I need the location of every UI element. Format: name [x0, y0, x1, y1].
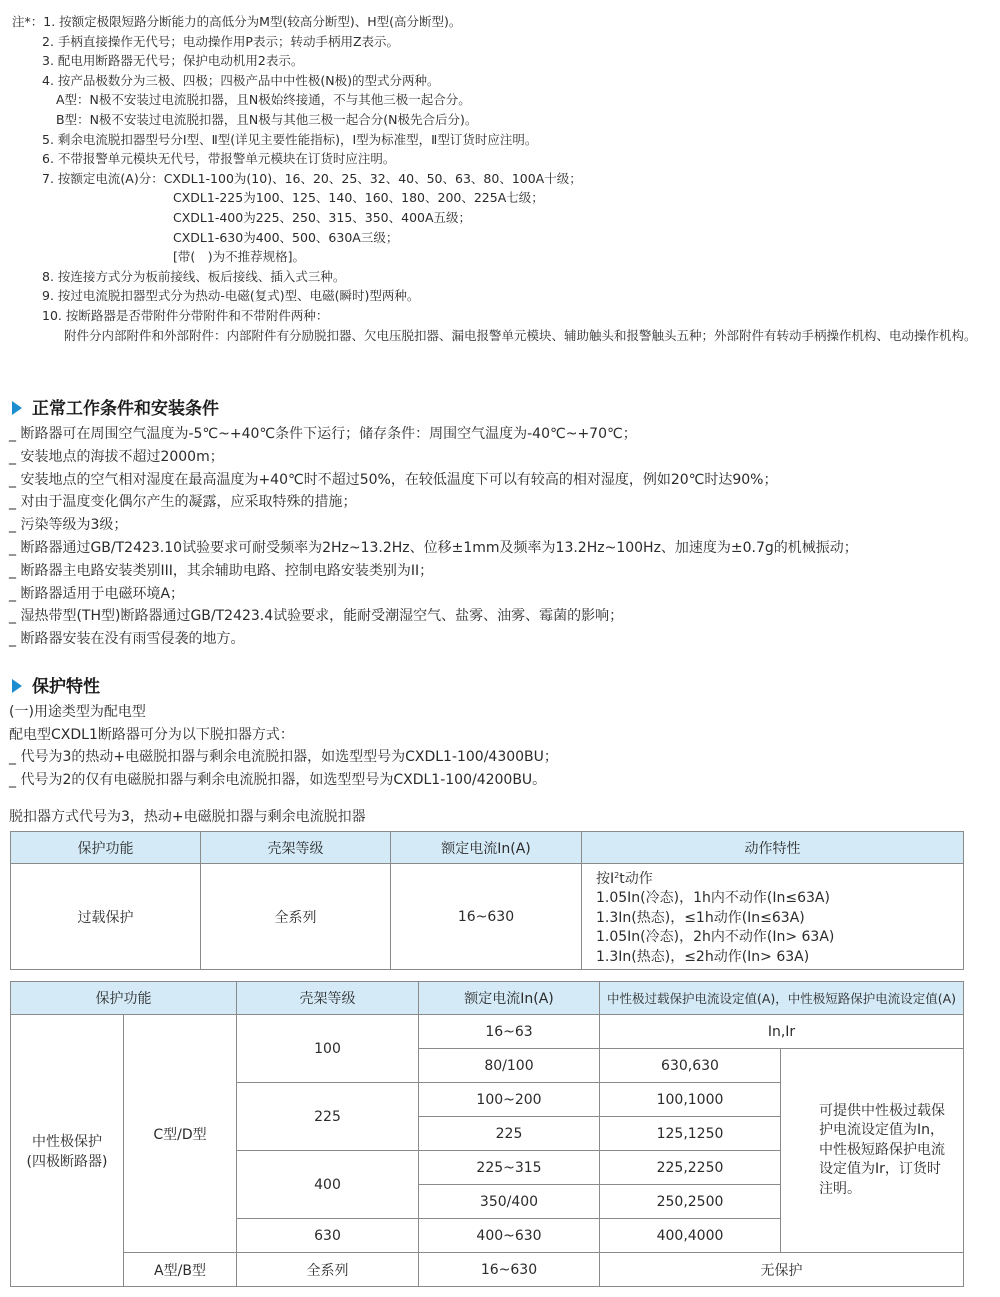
table-cell: 400~630 [419, 1219, 600, 1253]
table-cell: 630 [237, 1219, 419, 1253]
note-line: 2. 手柄直接操作无代号；电动操作用P表示；转动手柄用Z表示。 [42, 33, 400, 49]
note-line: CXDL1-630为400、500、630A三级； [173, 229, 399, 245]
list-item: _ 湿热带型(TH型)断路器通过GB/T2423.4试验要求，能耐受潮湿空气、盐雾、油雾、霉菌的影响； [9, 608, 624, 625]
note-line: 5. 剩余电流脱扣器型号分Ⅰ型、Ⅱ型(详见主要性能指标)，Ⅰ型为标准型，Ⅱ型订货时应注明。 [42, 131, 538, 147]
text-line: _ 代号为3的热动+电磁脱扣器与剩余电流脱扣器，如选型型号为CXDL1-100/4300BU； [9, 749, 558, 766]
note-line: CXDL1-400为225、250、315、350、400A五级； [173, 209, 472, 225]
conditions-list [9, 423, 858, 651]
section-title-conditions: 正常工作条件和安装条件 [12, 394, 219, 419]
table-header: 保护功能 [11, 832, 201, 864]
table-cell: 125,1250 [600, 1117, 781, 1151]
list-item: _ 对由于温度变化偶尔产生的凝露，应采取特殊的措施； [9, 494, 357, 511]
notes-prefix: 注*： [12, 14, 44, 29]
note-line: 6. 不带报警单元模块无代号，带报警单元模块在订货时应注明。 [42, 151, 396, 167]
table-cell: 225,2250 [600, 1151, 781, 1185]
table-cell: 100 [237, 1015, 419, 1083]
table-cell: In,Ir [600, 1015, 964, 1049]
table-cell: 630,630 [600, 1049, 781, 1083]
note-line: 10. 按断路器是否带附件分带附件和不带附件两种： [42, 307, 329, 323]
table-cell: 100~200 [419, 1083, 600, 1117]
table-cell: 16~630 [419, 1253, 600, 1287]
table-header: 壳架等级 [201, 832, 391, 864]
notes-block [12, 12, 987, 345]
text-line: 1.05In(冷态)，1h内不动作(In≤63A) [596, 890, 830, 907]
overload-table [10, 831, 964, 970]
table-header: 额定电流In(A) [419, 982, 600, 1015]
table-note-cell: 可提供中性极过载保护电流设定值为In，中性极短路保护电流设定值为Ir，订货时注明。 [781, 1049, 964, 1253]
text-line: 1.3In(热态)，≤2h动作(In> 63A) [596, 948, 810, 965]
action-characteristics-cell [582, 864, 964, 970]
note-line: 4. 按产品极数分为三极、四极；四极产品中中性极(N极)的型式分两种。 [42, 72, 440, 88]
list-item: _ 断路器适用于电磁环境A； [9, 585, 185, 602]
text-line: 1.05In(冷态)，2h内不动作(In> 63A) [596, 929, 835, 946]
table-cell: 16~63 [419, 1015, 600, 1049]
table-header: 动作特性 [582, 832, 964, 864]
table-cell: 350/400 [419, 1185, 600, 1219]
table-header: 壳架等级 [237, 982, 419, 1015]
table-cell: 225~315 [419, 1151, 600, 1185]
section-title-protection: 保护特性 [12, 672, 100, 697]
note-line: 3. 配电用断路器无代号；保护电动机用2表示。 [42, 53, 304, 69]
table-cell: 全系列 [237, 1253, 419, 1287]
table-cell: 225 [237, 1083, 419, 1151]
table-cell: 80/100 [419, 1049, 600, 1083]
list-item: _ 断路器主电路安装类别III，其余辅助电路、控制电路安装类别为II； [9, 562, 434, 579]
protection-text [9, 701, 558, 791]
note-line: 7. 按额定电流(A)分：CXDL1-100为(10)、16、20、25、32、40、50、63、80、100A十级； [42, 170, 582, 186]
note-line: 附件分内部附件和外部附件：内部附件有分励脱扣器、欠电压脱扣器、漏电报警单元模块、辅助触头和报警触头五种；外部附件有转动手柄操作机构、电动操作机构。 [64, 327, 977, 343]
table-header: 中性极过载保护电流设定值(A)，中性极短路保护电流设定值(A) [600, 982, 964, 1015]
table-cell: 16~630 [391, 864, 582, 970]
table-cell: 400 [237, 1151, 419, 1219]
text-line: 按$I^2t$动作 [596, 870, 653, 887]
table-cell: 无保护 [600, 1253, 964, 1287]
table-cell: C型/D型 [124, 1015, 237, 1253]
text-line: (一)用途类型为配电型 [9, 704, 146, 720]
table-caption: 脱扣器方式代号为3，热动+电磁脱扣器与剩余电流脱扣器 [9, 809, 366, 825]
triangle-bullet-icon [12, 679, 22, 693]
note-line: CXDL1-225为100、125、140、160、180、200、225A七级； [173, 190, 544, 206]
list-item: _ 断路器可在周围空气温度为-5℃~+40℃条件下运行；储存条件：周围空气温度为-40℃~+70℃； [9, 426, 637, 442]
note-line: 9. 按过电流脱扣器型式分为热动-电磁(复式)型、电磁(瞬时)型两种。 [42, 288, 420, 304]
note-line: B型：N极不安装过电流脱扣器，且N极与其他三极一起合分(N极先合后分)。 [56, 111, 478, 127]
list-item: _ 断路器通过GB/T2423.10试验要求可耐受频率为2Hz~13.2Hz、位移±1mm及频率为13.2Hz~100Hz、加速度为±0.7g的机械振动； [9, 539, 858, 556]
table-header: 保护功能 [11, 982, 237, 1015]
table-cell: 过载保护 [11, 864, 201, 970]
triangle-bullet-icon [12, 401, 22, 415]
note-line: A型：N极不安装过电流脱扣器，且N极始终接通，不与其他三极一起合分。 [56, 92, 471, 108]
list-item: _ 安装地点的海拔不超过2000m； [9, 448, 224, 465]
note-line: 注*：1. 按额定极限短路分断能力的高低分为M型(较高分断型)、H型(高分断型)。 [12, 14, 462, 29]
table-cell: 225 [419, 1117, 600, 1151]
list-item: _ 断路器安装在没有雨雪侵袭的地方。 [9, 631, 245, 648]
list-item: _ 污染等级为3级； [9, 517, 128, 534]
table-cell: 100,1000 [600, 1083, 781, 1117]
text-line: 配电型CXDL1断路器可分为以下脱扣器方式： [9, 726, 294, 743]
list-item: _ 安装地点的空气相对湿度在最高温度为+40℃时不超过50%，在较低温度下可以有较高的相对湿度，例如20℃时达90%； [9, 471, 778, 488]
table-cell: 250,2500 [600, 1185, 781, 1219]
neutral-protection-table [10, 981, 964, 1287]
text-line: 1.3In(热态)，≤1h动作(In≤63A) [596, 909, 805, 926]
note-line: [带( )为不推荐规格]。 [173, 249, 306, 265]
text-line: _ 代号为2的仅有电磁脱扣器与剩余电流脱扣器，如选型型号为CXDL1-100/4200BU。 [9, 771, 547, 788]
table-cell: 全系列 [201, 864, 391, 970]
table-cell: A型/B型 [124, 1253, 237, 1287]
note-line: 8. 按连接方式分为板前接线、板后接线、插入式三种。 [42, 268, 346, 284]
table-cell: 中性极保护 (四极断路器) [11, 1015, 124, 1287]
table-header: 额定电流In(A) [391, 832, 582, 864]
table-cell: 400,4000 [600, 1219, 781, 1253]
